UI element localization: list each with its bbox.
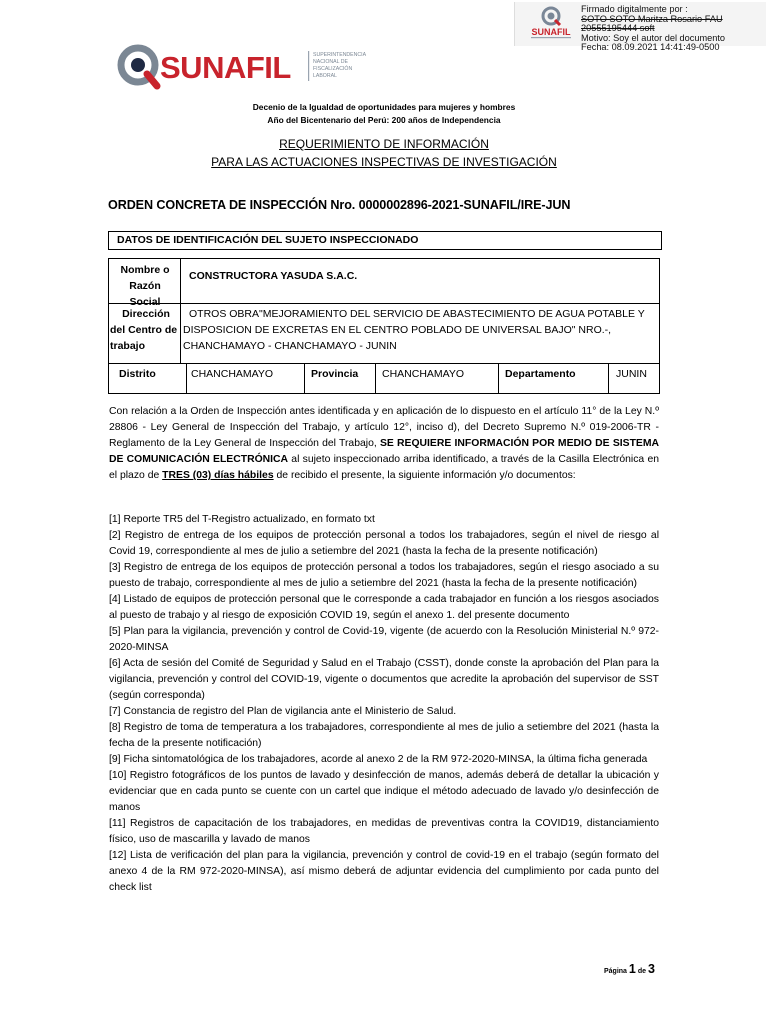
razon-social-value: CONSTRUCTORA YASUDA S.A.C. (189, 270, 358, 282)
request-emphasis: SE REQUIERE INFORMACIÓN POR MEDIO DE SISTEMA DE COMUNICACIÓN ELECTRÓNICA (109, 438, 660, 465)
document-subtitle: PARA LAS ACTUACIONES INSPECTIVAS DE INVESTIGACIÓN (211, 155, 557, 169)
inspection-order-number: ORDEN CONCRETA DE INSPECCIÓN Nro. 0000002896-2021-SUNAFIL/IRE-JUN (108, 198, 571, 212)
list-item: [8] Registro de toma de temperatura a los trabajadores, correspondiente al mes de julio a setiembre del 2021 (hasta la fecha de la presente notificación) (109, 722, 659, 749)
agency-line: NACIONAL DE (313, 59, 348, 65)
list-item: [1] Reporte TR5 del T-Registro actualizado, en formato txt (109, 514, 375, 525)
agency-line: FISCALIZACIÓN (313, 66, 353, 72)
logo-brand: SUNAFIL (160, 50, 291, 85)
direccion-value: OTROS OBRA"MEJORAMIENTO DEL SERVICIO DE ABASTECIMIENTO DE AGUA POTABLE Y DISPOSICION DE EXCRETAS EN EL CENTRO POBLADO DE UNIVERSAL BAJO" NRO.-, CHANCHAMAYO - CHANCHAMAYO - JUNIN (183, 308, 645, 352)
list-item: [5] Plan para la vigilancia, prevención y control de Covid-19, vigente (de acuerdo con la Resolución Ministerial N.º 972-2020-MINSA (109, 626, 659, 653)
year-motto: Año del Bicentenario del Perú: 200 años de Independencia (267, 115, 501, 125)
sunafil-stamp-logo-icon (521, 5, 581, 43)
signature-text (581, 5, 725, 53)
requested-documents-list (109, 512, 659, 896)
agency-line: SUPERINTENDENCIA (313, 52, 367, 58)
signature-line: Fecha: 08.09.2021 14:41:49-0500 (581, 42, 720, 53)
signature-line: 20555195444 soft (581, 23, 655, 34)
sunafil-logo (112, 38, 382, 96)
distrito-value: CHANCHAMAYO (191, 368, 274, 380)
request-paragraph: Con relación a la Orden de Inspección antes identificada y en aplicación de lo dispuesto en el artículo 11° de la Ley N.º 28806 - Ley General de Inspección del Trabajo, y artículo 12°, inciso d), del Decreto Supremo N.º 019-2006-TR - Reglamento de la Ley General de Inspección del Trabajo, SE REQUIERE INFORMACIÓN POR MEDIO DE SISTEMA DE COMUNICACIÓN ELECTRÓNICA al sujeto inspeccionado arriba identificado, a través de la Casilla Electrónica en el plazo de TRES (03) días hábiles de recibido el presente, la siguiente información y/o documentos: (109, 406, 660, 481)
page-number: Página 1 de 3 (604, 962, 655, 976)
distrito-label: Distrito (119, 368, 156, 380)
identification-table (108, 258, 660, 394)
list-item: [7] Constancia de registro del Plan de vigilancia ante el Ministerio de Salud. (109, 706, 457, 717)
deadline-emphasis: TRES (03) días hábiles (162, 470, 274, 481)
stamp-brand: SUNAFIL (531, 27, 571, 37)
provincia-label: Provincia (311, 368, 359, 380)
signature-line: Firmado digitalmente por : (581, 4, 688, 14)
magnifier-q-icon (121, 48, 157, 86)
departamento-label: Departamento (505, 368, 576, 380)
list-item: [9] Ficha sintomatológica de los trabajadores, acorde al anexo 2 de la RM 972-2020-MINSA, la última ficha generada (109, 754, 648, 765)
list-item: [6] Acta de sesión del Comité de Seguridad y Salud en el Trabajo (CSST), donde conste la aprobación del Plan para la vigilancia, prevención y control del COVID-19, vigente o documentos que acredite la aprobación del supervisor de SST (según corresponda) (109, 658, 659, 701)
departamento-value: JUNIN (616, 368, 647, 380)
agency-line: LABORAL (313, 73, 337, 79)
provincia-value: CHANCHAMAYO (382, 368, 465, 380)
digital-signature-stamp (514, 2, 766, 53)
decade-motto: Decenio de la Igualdad de oportunidades para mujeres y hombres (252, 102, 516, 112)
list-item: [10] Registro fotográficos de los puntos de lavado y desinfección de manos, además deberá de detallar la ubicación y evidenciar que en cada punto se cuente con un cartel que indique el método adecuado de lavado y/o desinfección de manos (109, 770, 659, 813)
list-item: [3] Registro de entrega de los equipos de protección personal a todos los trabajadores, según el riesgo asociado a su puesto de trabajo, correspondiente al mes de julio a setiembre del 2021 (hasta la fecha de la presente notificación) (109, 562, 659, 589)
list-item: [11] Registros de capacitación de los trabajadores, en medidas de preventivas contra la COVID19, distanciamiento físico, uso de mascarilla y lavado de manos (109, 818, 659, 845)
document-title: REQUERIMIENTO DE INFORMACIÓN (279, 137, 489, 151)
list-item: [12] Lista de verificación del plan para la vigilancia, prevención y control de covid-19 en el trabajo (según formato del anexo 4 de la RM 972-2020-MINSA), así mismo deberá de adjuntar evidencia del cumplimiento por cada punto del check list (109, 850, 659, 893)
identification-section-heading: DATOS DE IDENTIFICACIÓN DEL SUJETO INSPECCIONADO (108, 231, 662, 250)
list-item: [4] Listado de equipos de protección personal que le corresponde a cada trabajador en función a los riesgos asociados al puesto de trabajo y al riesgo de exposición COVID 19, según el anexo 1. del presente documento (109, 594, 659, 621)
signature-line: Motivo: Soy el autor del documento (581, 32, 726, 43)
list-item: [2] Registro de entrega de los equipos de protección personal a todos los trabajadores, según el nivel de riesgo al Covid 19, correspondiente al mes de julio a setiembre del 2021 (hasta la fecha de la presente notificación) (109, 530, 659, 557)
razon-social-label: Nombre o Razón Social (120, 264, 170, 308)
signature-line: SOTO SOTO Maritza Rosario FAU (581, 13, 723, 24)
direccion-label: Dirección del Centro de trabajo (110, 308, 178, 352)
